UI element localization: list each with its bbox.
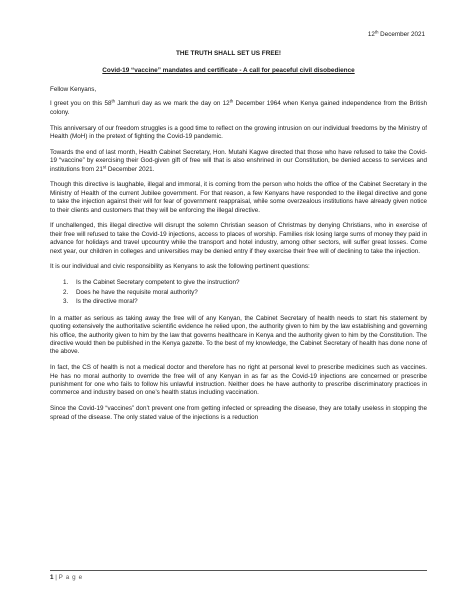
paragraph-6: It is our individual and civic responsibility as Kenyans to ask the following pertinent questions: [50, 263, 310, 271]
letter-date [368, 31, 425, 39]
letter-body [50, 86, 427, 429]
paragraph-2: This anniversary of our freedom struggles is a good time to reflect on the growing intrusion on our individual freedoms by the Ministry of Health (MoH) in the pretext of fighting the Covid-19 pandemic. [50, 124, 427, 141]
document-title: THE TRUTH SHALL SET US FREE! [176, 50, 281, 57]
paragraph-8: In fact, the CS of health is not a medical doctor and therefore has no right at personal level to prescribe medicines such as vaccines. He has no moral authority to override the free will of any Kenyan in as far as the Covid-19 injections are concerned or prescribe punishment for one who fails to follow his unlawful instruction. Neither does he have authority to prescribe discriminatory practices in commerce and industry based on one’s health status including vaccination. [50, 364, 427, 397]
salutation: Fellow Kenyans, [50, 86, 97, 93]
p3-part-a: Towards the end of last month, Health Cabinet Secretary, Hon. Mutahi Kagwe directed that those who have refused to take the Covid-19 “vaccine” by exercising their God-given gift of free will that is also enshrined in our Constitution, be denied access to services and institutions from 21 [50, 148, 427, 173]
page-label: P a g e [58, 574, 83, 581]
p1-part-b: Jamhuri day as we mark the day on 12 [114, 100, 230, 108]
page-footer [50, 570, 427, 582]
list-item: 3. Is the directive moral? [70, 298, 427, 306]
questions-list [50, 279, 427, 307]
paragraph-4: Though this directive is laughable, illegal and immoral, it is coming from the person who holds the office of the Cabinet Secretary in the Ministry of Health of the current Jubilee government. For that reason, a few Kenyans have responded to the illegal directive and gone to take the injection against their will for fear of government reappraisal, while some overzealous institutions have already given notice to their clients and customers that they will be enforcing the illegal directive. [50, 181, 427, 214]
footer-separator: | [53, 574, 59, 581]
date-day: 12 [367, 31, 375, 38]
document-subtitle: Covid-19 “vaccine” mandates and certificate - A call for peaceful civil disobedience [102, 67, 355, 74]
paragraph-3 [50, 149, 427, 174]
paragraph-7: In a matter as serious as taking away the free will of any Kenyan, the Cabinet Secretary of health needs to start his statement by quoting extensively the authoritative scientific evidence he relied upon, the authority given to him by the law establishing and governing his office, the authority given to him by the law that governs healthcare in Kenya and the authority given to him by the Constitution. The directive would then be published in the Kenya gazette. To the best of my knowledge, the Cabinet Secretary of health has done none of the above. [50, 314, 427, 356]
paragraph-9: Since the Covid-19 “vaccines” don’t prevent one from getting infected or spreading the disease, they are totally useless in stopping the spread of the disease. The only stated value of the injections is a reduction [50, 405, 427, 421]
date-suffix: th [374, 29, 379, 35]
date-rest: December 2021 [378, 31, 425, 38]
p1-part-c: December 1964 when Kenya gained independence from the British colony. [50, 100, 428, 116]
list-item: 1. Is the Cabinet Secretary competent to give the instruction? [70, 279, 427, 287]
paragraph-1 [50, 100, 427, 117]
paragraph-5: If unchallenged, this illegal directive will disrupt the solemn Christian season of Christmas by denying Christians, who in exercise of their free will refused to take the Covid-19 injections, access to places of worship. Families risk losing large sums of money they paid in advance for holidays and travel upcountry while the transport and hotel industry, among other sectors, will suffer great losses. Come next year, our children in colleges and universities may be denied entry if they exercise their free will of declining to take the injection. [50, 222, 427, 255]
page-number: 1 [50, 574, 54, 581]
p3-sup: st [102, 164, 107, 170]
p1-sup-1: th [111, 99, 115, 105]
list-item: 2. Does he have the requisite moral authority? [70, 289, 427, 297]
p3-part-b: December 2021. [106, 165, 155, 173]
p1-sup-2: th [229, 99, 234, 105]
p1-part-a: I greet you on this 58 [50, 100, 112, 108]
